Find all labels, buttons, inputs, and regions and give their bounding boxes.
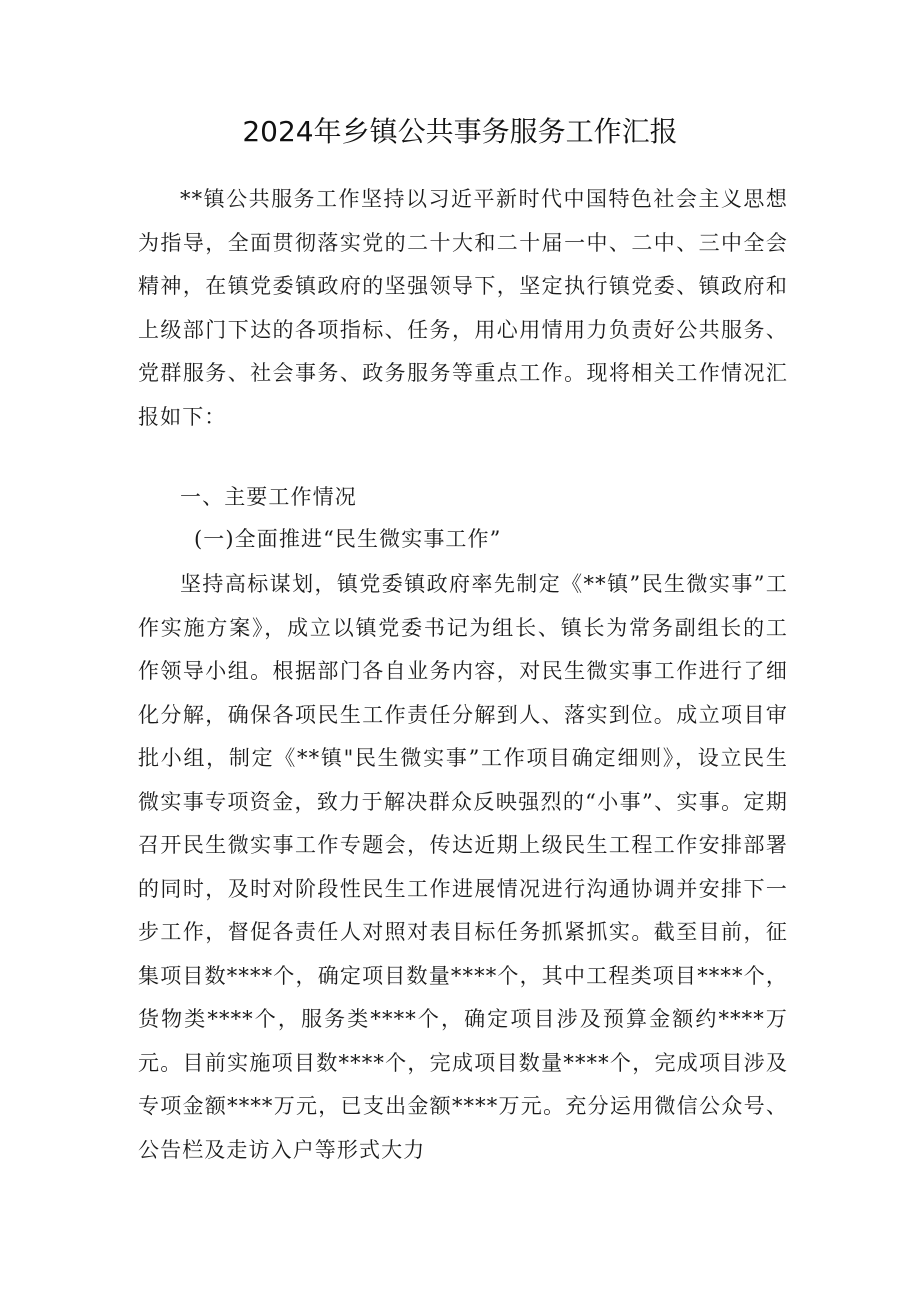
subsection-heading: (一)全面推进“民生微实事工作” <box>194 527 502 551</box>
intro-paragraph: **镇公共服务工作坚持以习近平新时代中国特色社会主义思想为指导，全面贯彻落实党的二十大和二十届一中、二中、三中全会精神，在镇党委镇政府的坚强领导下，坚定执行镇党委、镇政府和上级部门下达的各项指标、任务，用心用情用力负责好公共服务、党群服务、社会事务、政务服务等重点工作。现将相关工作情况汇报如下： <box>138 187 788 429</box>
body-paragraph: 坚持高标谋划，镇党委镇政府率先制定《**镇”民生微实事”工作实施方案》，成立以镇党委书记为组长、镇长为常务副组长的工作领导小组。根据部门各自业务内容，对民生微实事工作进行了细化分解，确保各项民生工作责任分解到人、落实到位。成立项目审批小组，制定《**镇"民生微实事”工作项目确定细则》，设立民生微实事专项资金，致力于解决群众反映强烈的“小事”、实事。定期召开民生微实事工作专题会，传达近期上级民生工程工作安排部署的同时，及时对阶段性民生工作进展情况进行沟通协调并安排下一步工作，督促各责任人对照对表目标任务抓紧抓实。截至目前，征集项目数****个，确定项目数量****个，其中工程类项目****个，货物类****个，服务类****个，确定项目涉及预算金额约****万元。目前实施项目数****个，完成项目数量****个，完成项目涉及专项金额****万元，已支出金额****万元。充分运用微信公众号、公告栏及走访入户等形式大力 <box>138 572 788 1162</box>
document-title: 2024年乡镇公共事务服务工作汇报 <box>242 115 678 148</box>
section-heading: 一、主要工作情况 <box>180 485 357 509</box>
